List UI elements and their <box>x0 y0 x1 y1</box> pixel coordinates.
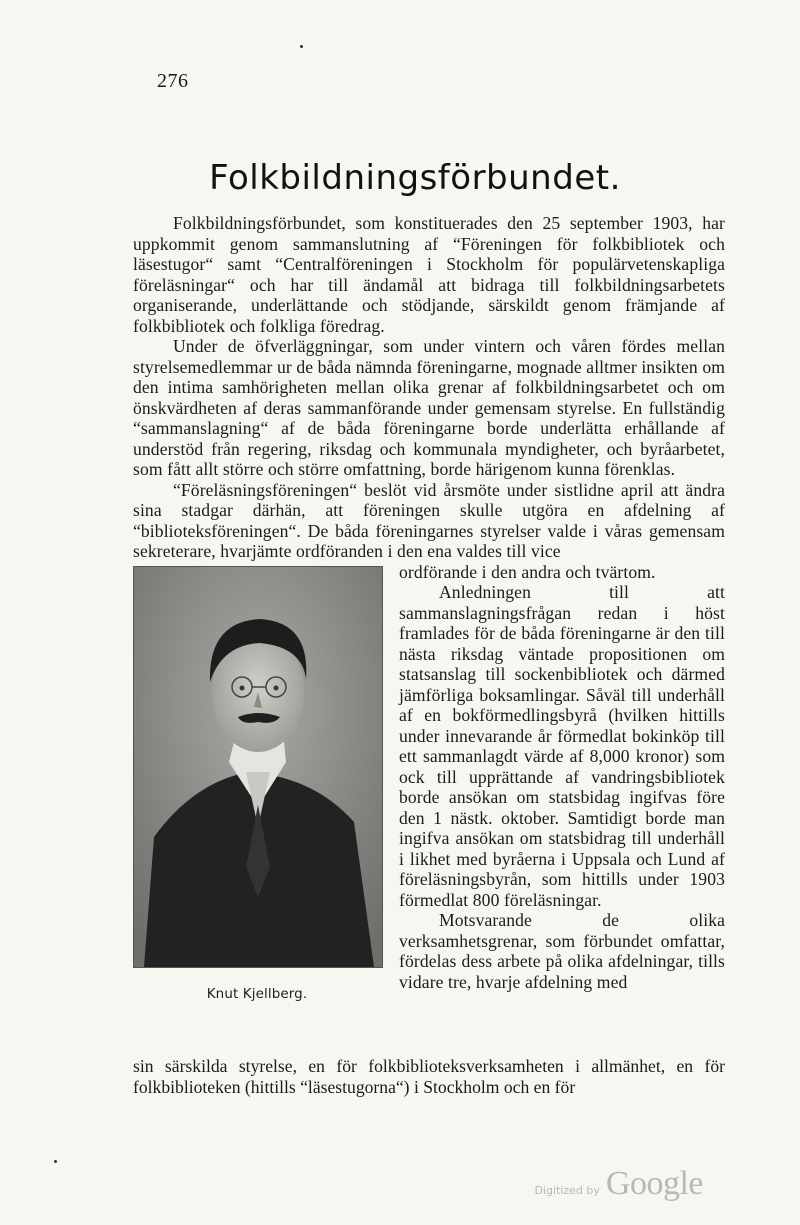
portrait-photo-icon <box>134 567 382 967</box>
watermark-prefix: Digitized by <box>534 1184 600 1197</box>
portrait-figure <box>133 566 385 1024</box>
paragraph: Folkbildningsförbundet, som konstituerades den 25 september 1903, har uppkommit genom sammanslutning af “Föreningen för folkbibliotek och läsestugor“ samt “Centralföreningen i Stockholm för populärvetenskapliga föreläsningar“ och har till ändamål att bidraga till folkbildningsarbetets organiserande, underlättande och stödjande, särskildt genom främjande af folkbibliotek och folkliga föredrag. <box>133 213 725 336</box>
paragraph: Anledningen till att sammanslagningsfrågan redan i höst framlades för de båda föreningarne är den till nästa riksdag väntade propositionen om statsanslag till sockenbibliotek och därmed jämförliga boksamlingar. Såväl till underhåll af en bokförmedlingsbyrå (hvilken hittills under innevarande år förmedlat bokinköp till ett sammanlagdt värde af 8,000 kronor) som ock till upprättande af vandringsbibliotek borde ansökan om statsbidag ingifvas före den 1 nästk. oktober. Samtidigt borde man ingifva ansökan om statsbidrag till underhåll i likhet med byråerna i Uppsala och Lund af föreläsningsbyrån, som hittills under 1903 förmedlat 800 föreläsningar. <box>399 582 725 910</box>
page-title: Folkbildningsförbundet. <box>209 158 621 198</box>
portrait-caption: Knut Kjellberg. <box>206 985 308 1002</box>
paragraph: “Föreläsningsföreningen“ beslöt vid årsmöte under sistlidne april att ändra sina stadgar därhän, att föreningen skulle utgöra en afdelning af “biblioteksföreningen“. De båda föreningarnes styrelser valde i våras gemensam sekreterare, hvarjämte ordföranden i den ena valdes till vice <box>133 479 725 561</box>
article-body <box>133 213 725 1024</box>
speck <box>300 45 303 48</box>
digitized-watermark <box>534 1165 703 1203</box>
speck <box>54 1160 57 1163</box>
article-body-bottom: sin särskilda styrelse, en för folkbiblioteksverksamheten i allmänhet, en för folkbiblioteken (hittills “läsestugorna“) i Stockholm och en för <box>133 1056 725 1097</box>
google-logo: Google <box>605 1165 703 1202</box>
paragraph: Under de öfverläggningar, som under vintern och våren fördes mellan styrelsemedlemmar ur de båda nämnda föreningarne, mognade alltmer insikten om den intima samhörigheten mellan olika grenar af folkbildningsarbetet och om önskvärdheten af deras sammanförande under gemensam styrelse. En fullständig “sammanslagning“ af de båda föreningarne borde underlätta erhållande af understöd från regering, riksdag och kommunala myndigheter, och byråarbetet, som fått allt större och större omfattning, borde härigenom kunna förenklas. <box>133 336 726 479</box>
paragraph: ordförande i den andra och tvärtom. <box>399 561 656 582</box>
portrait-photo <box>133 566 383 968</box>
page-number: 276 <box>157 70 189 92</box>
paragraph: Motsvarande de olika verksamhetsgrenar, som förbundet omfattar, fördelas dess arbete på olika afdelningar, tills vidare tre, hvarje afdelning med <box>399 910 725 992</box>
